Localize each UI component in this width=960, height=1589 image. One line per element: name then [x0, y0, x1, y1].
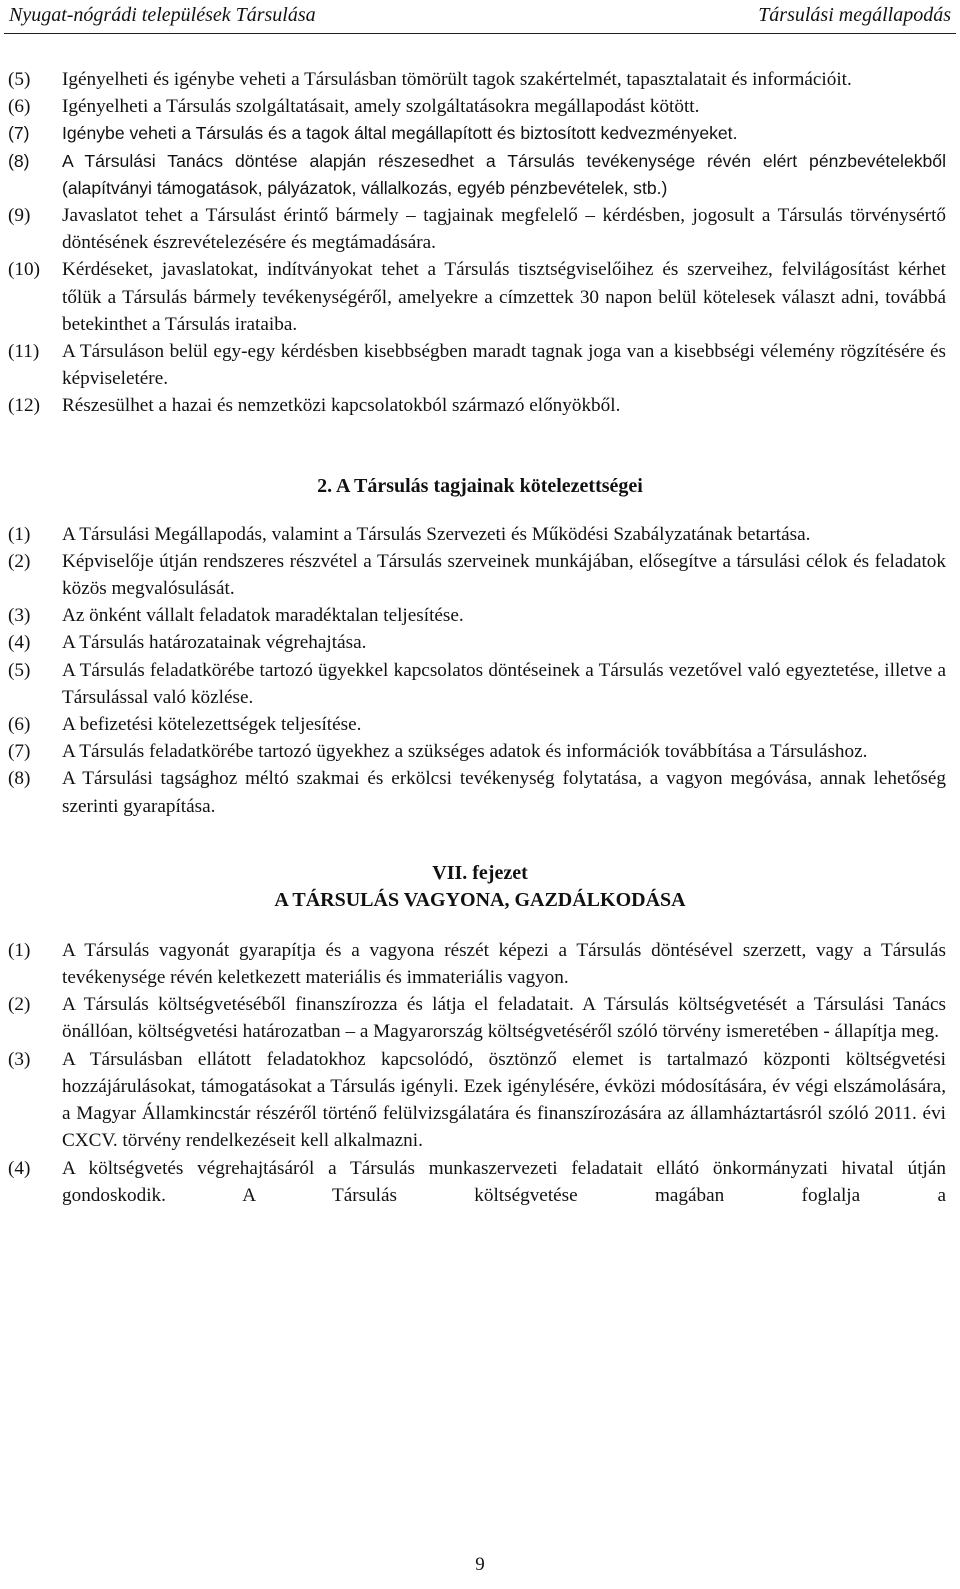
item-number: (6) [8, 96, 31, 118]
list-item [0, 93, 960, 120]
header-left-title: Nyugat-nógrádi települések Társulása [9, 4, 316, 26]
header-divider [4, 33, 956, 34]
item-number: (3) [8, 605, 31, 627]
item-number: (2) [8, 994, 31, 1016]
item-number: (3) [8, 1048, 31, 1070]
item-number: (8) [8, 150, 30, 171]
list-item [0, 392, 960, 419]
chapter-title: VII. fejezet [432, 861, 528, 884]
item-text: A Társulás költségvetéséből finanszírozza és látja el feladatait. A Társulás költségvetését a Társulási Tanács önállóan, költségvetési határozatban – a Magyarország költségvetéséről szóló törvény ismeretében - állapítja meg. [62, 994, 946, 1043]
obligations-list [0, 521, 960, 820]
list-item [0, 202, 960, 256]
list-item [0, 66, 960, 93]
rights-list [0, 66, 960, 420]
item-text: Javaslatot tehet a Társulást érintő bármely – tagjainak megfelelő – kérdésben, jogosult a Társulás törvénysértő döntésének észrevételezésére és megtámadására. [62, 205, 946, 254]
chapter-subtitle: A TÁRSULÁS VAGYONA, GAZDÁLKODÁSA [274, 888, 686, 911]
item-number: (9) [8, 205, 31, 227]
page-number: 9 [475, 1554, 485, 1575]
item-text: A költségvetés végrehajtásáról a Társulás munkaszervezeti feladatait ellátó önkormányzati hivatal útján gondoskodik. A Társulás költségvetése magában foglalja a [62, 1157, 946, 1206]
document-body [0, 66, 960, 1209]
item-text: A Társulás feladatkörébe tartozó ügyekkel kapcsolatos döntéseinek a Társulás vezetővel való egyeztetése, illetve a Társulással való közlése. [62, 659, 946, 708]
list-item [0, 711, 960, 738]
list-item [0, 937, 960, 991]
item-number: (4) [8, 1157, 31, 1179]
item-number: (11) [8, 341, 40, 363]
item-text: A Társulási tagsághoz méltó szakmai és erkölcsi tevékenység folytatása, a vagyon megóvása, annak lehetőség szerinti gyarapítása. [62, 768, 946, 817]
item-number: (6) [8, 714, 31, 736]
item-number: (5) [8, 69, 31, 90]
list-item [0, 548, 960, 602]
item-text: A Társulás vagyonát gyarapítja és a vagyona részét képezi a Társulás döntésével szerzett, vagy a Társulás tevékenysége révén keletkezett materiális és immateriális vagyon. [62, 939, 946, 989]
item-text: Az önként vállalt feladatok maradéktalan teljesítése. [62, 605, 464, 627]
item-text: A Társulás feladatkörébe tartozó ügyekhez a szükséges adatok és információk továbbítása a Társuláshoz. [62, 741, 868, 763]
list-item [0, 1046, 960, 1155]
item-text: Képviselője útján rendszeres részvétel a Társulás szerveinek munkájában, elősegítve a társulási célok és feladatok közös megvalósulását. [62, 550, 946, 600]
list-item [0, 991, 960, 1045]
list-item [0, 256, 960, 338]
item-text: A befizetési kötelezettségek teljesítése. [62, 714, 362, 736]
item-number: (2) [8, 550, 31, 572]
section-title-obligations: 2. A Társulás tagjainak kötelezettségei [317, 474, 643, 497]
list-item [0, 629, 960, 656]
item-text: A Társuláson belül egy-egy kérdésben kisebbségben maradt tagnak joga van a kisebbségi vélemény rögzítésére és képviseletére. [62, 341, 946, 390]
item-number: (1) [8, 523, 31, 545]
list-item [0, 657, 960, 711]
item-text: A Társulási Tanács döntése alapján részesedhet a Társulás tevékenysége révén elért pénzbevételekből (alapítványi támogatások, pályázatok, vállalkozás, egyéb pénzbevételek, stb.) [62, 150, 946, 198]
item-text: A Társulásban ellátott feladatokhoz kapcsolódó, ösztönző elemet is tartalmazó központi költségvetési hozzájárulásokat, támogatásokat a Társulás igényli. Ezek igénylésére, évközi módosítására, év végi elszámolására, a Magyar Államkincstár részéről történő felülvizsgálatára és finanszírozására az államháztartásról szóló 2011. évi CXCV. törvény rendelkezéseit kell alkalmazni. [62, 1048, 946, 1152]
item-text: Igényelheti a Társulás szolgáltatásait, amely szolgáltatásokra megállapodást kötött. [62, 96, 700, 118]
item-text: Kérdéseket, javaslatokat, indítványokat tehet a Társulás tisztségviselőihez és szerveihez, felvilágosítást kérhet tőlük a Társulás bármely tevékenységéről, amelyekre a címzettek 30 napon belül kötelesek választ adni, továbbá betekinthet a Társulás irataiba. [62, 259, 946, 335]
header-right-title: Társulási megállapodás [758, 4, 951, 26]
list-item [0, 738, 960, 765]
page-header [0, 0, 960, 34]
item-text: A Társulási Megállapodás, valamint a Társulás Szervezeti és Működési Szabályzatának betartása. [62, 523, 811, 545]
item-text: Részesülhet a hazai és nemzetközi kapcsolatokból származó előnyökből. [62, 395, 621, 417]
item-text: Igényelheti és igénybe veheti a Társulásban tömörült tagok szakértelmét, tapasztalatait és információit. [62, 69, 852, 90]
item-number: (7) [8, 741, 31, 763]
list-item [0, 1155, 960, 1209]
list-item [0, 521, 960, 548]
list-item [0, 765, 960, 819]
list-item [0, 602, 960, 629]
item-number: (12) [8, 395, 40, 417]
list-item [0, 120, 960, 147]
item-text: Igénybe veheti a Társulás és a tagok által megállapított és biztosított kedvezményeket. [62, 123, 738, 144]
item-number: (7) [8, 123, 30, 144]
item-number: (8) [8, 768, 31, 790]
item-number: (1) [8, 939, 31, 961]
list-item [0, 148, 960, 202]
item-number: (10) [8, 259, 40, 281]
list-item [0, 338, 960, 392]
item-number: (5) [8, 659, 31, 681]
item-text: A Társulás határozatainak végrehajtása. [62, 632, 367, 654]
assets-list [0, 937, 960, 1209]
item-number: (4) [8, 632, 31, 654]
